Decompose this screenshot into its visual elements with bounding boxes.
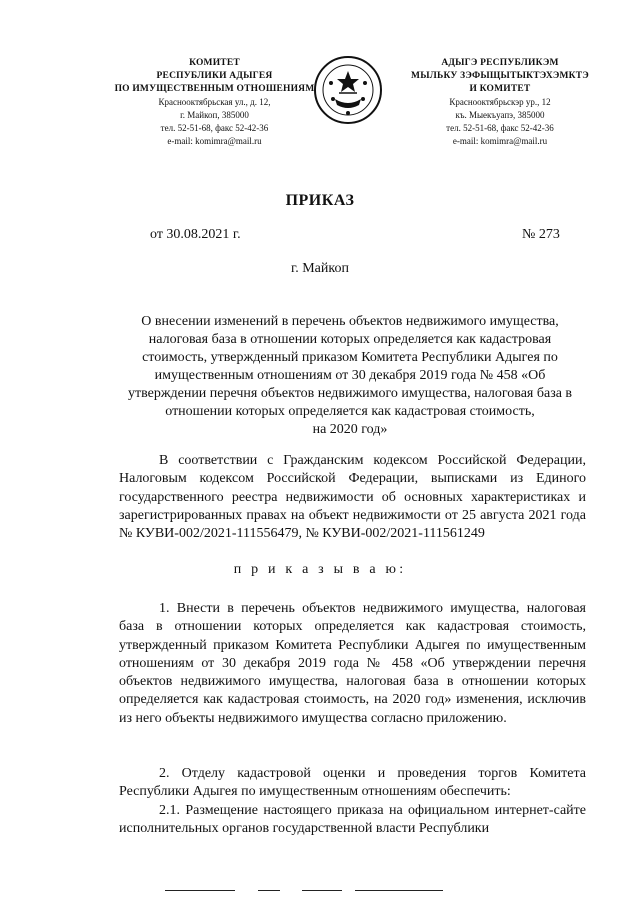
header-left-block <box>112 57 317 148</box>
org-name-line: И КОМИТЕТ <box>469 84 531 94</box>
footer-mark <box>165 890 235 891</box>
order-word: п р и к а з ы в а ю: <box>233 562 407 577</box>
clause-2-paragraph: 2. Отделу кадастровой оценки и проведения торгов Комитета Республики Адыгея по имущественным отношениям обеспечить: <box>119 766 586 800</box>
document-title: ПРИКАЗ <box>285 192 355 209</box>
header-right-block <box>405 57 595 148</box>
org-name-line: ПО ИМУЩЕСТВЕННЫМ ОТНОШЕНИЯМ <box>114 84 315 94</box>
phone-line: тел. 52-51-68, факс 52-42-36 <box>446 123 554 133</box>
address-line: Краснооктябрьская ул., д. 12, <box>158 97 271 107</box>
footer-mark <box>258 890 280 891</box>
phone-line: тел. 52-51-68, факс 52-42-36 <box>160 123 269 133</box>
email-line: e-mail: komimra@mail.ru <box>452 136 548 146</box>
preamble-paragraph: В соответствии с Гражданским кодексом Российской Федерации, Налоговым кодексом Российской Федерации, выписками из Единого государственного реестра недвижимости об основных характеристиках и зарегистрированных правах на объект недвижимости от 25 августа 2021 года № КУВИ-002/2021-111556479, № КУВИ-002/2021-111561249 <box>119 453 586 542</box>
org-name-line: РЕСПУБЛИКИ АДЫГЕЯ <box>156 71 273 81</box>
subject-line: на 2020 год» <box>312 422 388 437</box>
address-line: Краснооктябрьскэр ур., 12 <box>449 97 551 107</box>
republic-emblem-icon <box>313 55 383 125</box>
document-city: г. Майкоп <box>291 261 349 276</box>
subject-line: налоговая база в отношении которых определяется как кадастровая <box>148 332 552 347</box>
subject-line: О внесении изменений в перечень объектов недвижимого имущества, <box>141 314 559 329</box>
clause-1-paragraph: 1. Внести в перечень объектов недвижимого имущества, налоговая база в отношении которых определяется как кадастровая стоимость, утвержденный приказом Комитета Республики Адыгея по имущественным отношениям от 30 декабря 2019 года № 458 «Об утверждении перечня объектов недвижимого имущества, налоговая база в отношении которых определяется как кадастровая стоимость, на 2020 год» изменения, исключив из него объекты недвижимого имущества согласно приложению. <box>119 601 586 726</box>
city-line: г. Майкоп, 385000 <box>180 110 249 120</box>
document-subject <box>122 313 578 439</box>
footer-mark <box>302 890 342 891</box>
document-number: № 273 <box>522 227 560 242</box>
org-name-line: МЫЛЬКУ ЗЭФЫЩЫТЫКТЭХЭМКТЭ <box>411 71 589 81</box>
org-name-line: КОМИТЕТ <box>189 58 240 68</box>
subject-line: отношении которых определяется как кадастровая стоимость, <box>165 404 535 419</box>
org-name-line: АДЫГЭ РЕСПУБЛИКЭМ <box>441 58 559 68</box>
clause-2-1-paragraph: 2.1. Размещение настоящего приказа на официальном интернет-сайте исполнительных органов государственной власти Республики <box>119 803 586 837</box>
subject-line: утверждении перечня объектов недвижимого имущества, налоговая база в <box>127 386 573 401</box>
subject-line: стоимость, утвержденный приказом Комитета Республики Адыгея по <box>142 350 558 365</box>
email-line: e-mail: komimra@mail.ru <box>167 136 262 146</box>
subject-line: имущественным отношениям от 30 декабря 2019 года № 458 «Об <box>154 368 546 383</box>
city-line: къ. Мыекъуапэ, 385000 <box>455 110 545 120</box>
footer-mark <box>355 890 443 891</box>
document-date: от 30.08.2021 г. <box>150 227 241 242</box>
